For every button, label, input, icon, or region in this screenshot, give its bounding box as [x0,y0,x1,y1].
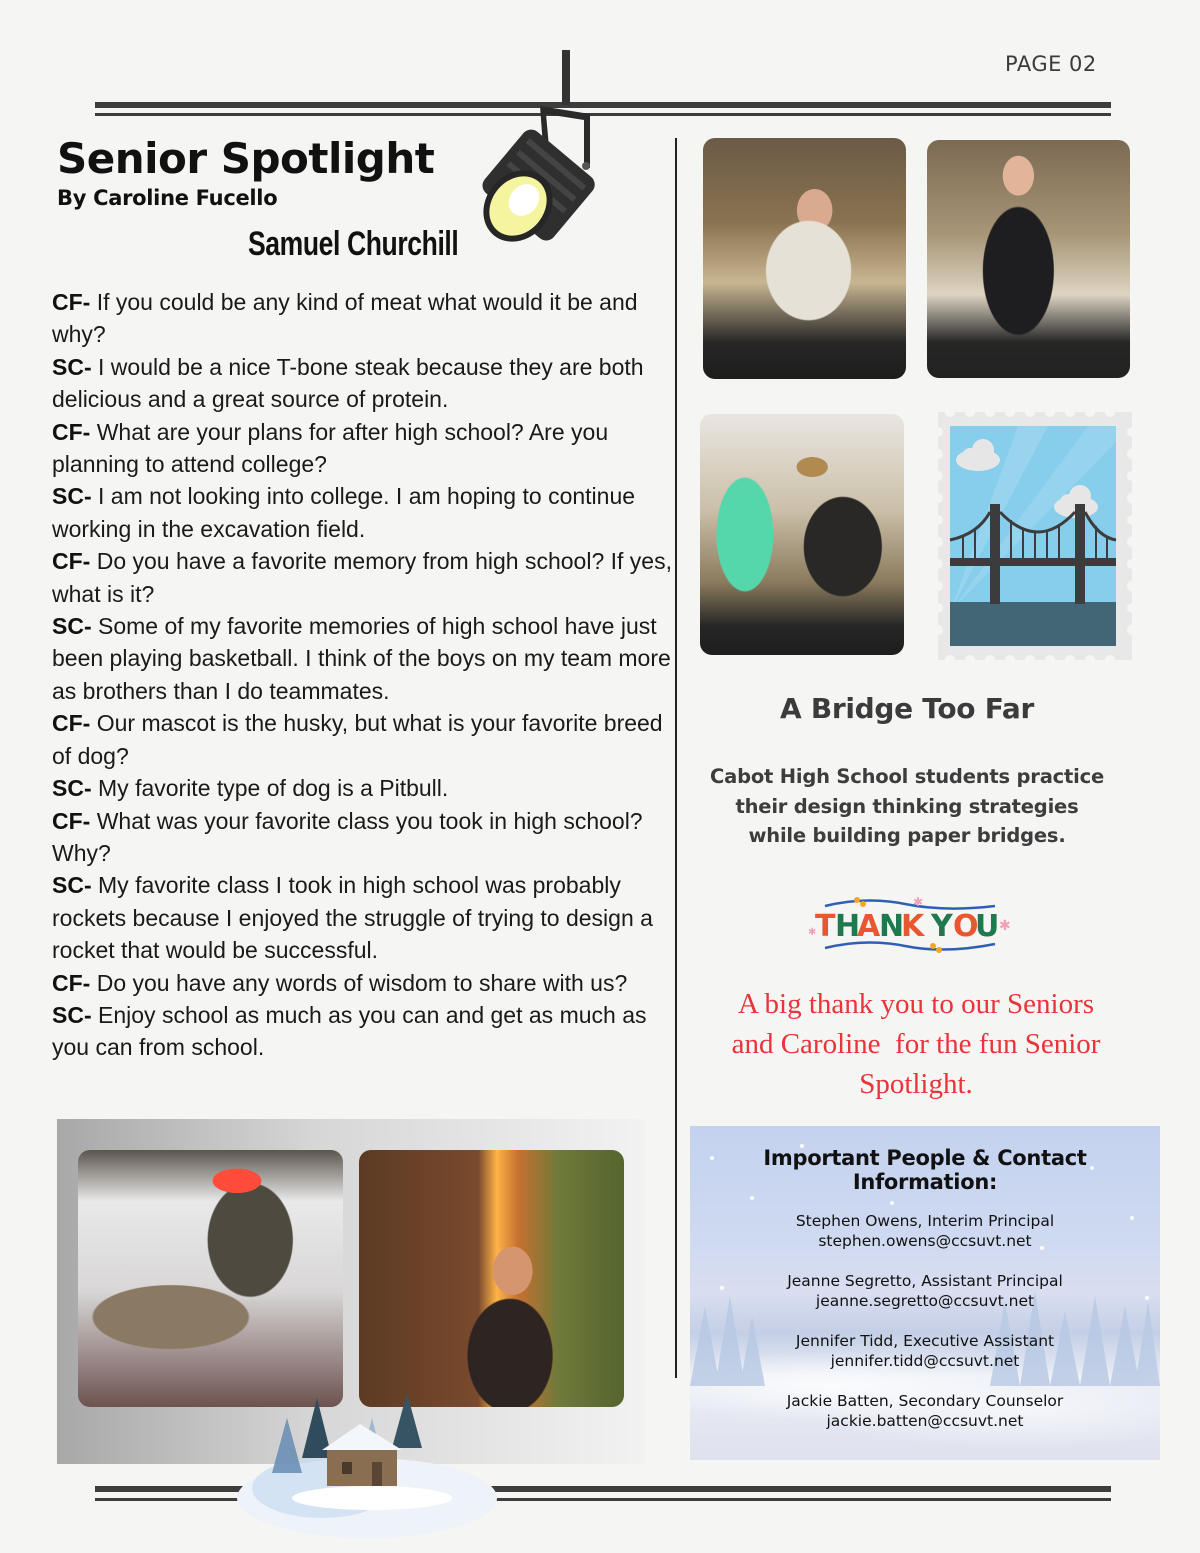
thank-you-message [700,984,1132,1104]
contact-entry [690,1271,1160,1311]
thank-you-badge [805,892,1015,954]
badge-letter: Y [931,909,953,944]
badge-letter: A [857,909,881,944]
caption-line: while building paper bridges. [748,824,1066,847]
page-title: Senior Spotlight [57,134,435,183]
interview-line: CF- Do you have a favorite memory from high school? If yes, what is it? [52,548,672,607]
thanks-line: A big thank you to our Seniors [737,988,1095,1020]
interview-line: SC- My favorite type of dog is a Pitbull. [52,775,449,802]
contact-name-role: Jackie Batten, Secondary Counselor [786,1392,1064,1410]
contact-email[interactable]: jeanne.segretto@ccsuvt.net [815,1292,1035,1310]
byline: By Caroline Fucello [57,186,278,210]
interview-line: CF- What was your favorite class you took in high school? Why? [52,807,643,866]
spotlight-icon [478,48,618,248]
thanks-line: and Caroline for the fun Senior [731,1028,1101,1060]
class-photo-3 [700,414,904,655]
contact-email[interactable]: jackie.batten@ccsuvt.net [826,1412,1024,1430]
badge-letter: H [835,909,861,944]
contact-entry [690,1211,1160,1251]
interview-line: CF- If you could be any kind of meat what would it be and why? [52,289,638,348]
contact-heading: Important People & Contact Information: [763,1146,1087,1194]
contact-name-role: Jennifer Tidd, Executive Assistant [795,1332,1055,1350]
class-photo-2 [927,140,1130,378]
contact-name-role: Stephen Owens, Interim Principal [795,1212,1055,1230]
badge-letter: O [953,909,979,944]
badge-letter: T [815,909,836,944]
interview-line: CF- What are your plans for after high school? Are you planning to attend college? [52,418,609,478]
interview-line: CF- Do you have any words of wisdom to share with us? [52,969,628,996]
contact-list [690,1211,1160,1451]
class-photo-1 [703,138,906,379]
caption-line: Cabot High School students practice [710,765,1104,788]
contact-email[interactable]: stephen.owens@ccsuvt.net [818,1232,1032,1250]
contact-entry [690,1391,1160,1431]
contact-entry [690,1331,1160,1371]
svg-text:✱: ✱ [999,917,1011,933]
badge-letter: K [901,909,925,944]
badge-letter: N [879,909,905,944]
svg-text:✱: ✱ [913,895,924,909]
bridge-stamp-icon [938,412,1132,660]
interview-line: CF- Our mascot is the husky, but what is your favorite breed of dog? [52,710,663,769]
senior-portrait-photo [359,1150,624,1407]
column-divider [675,138,677,1378]
interview-line: SC- Some of my favorite memories of high school have just been playing basketball. I think of the boys on my team more as brothers than I do teammates. [52,613,671,704]
caption-line: their design thinking strategies [735,794,1079,818]
contact-card [690,1126,1160,1460]
page-number: PAGE 02 [1005,52,1097,76]
interview-line: SC- My favorite class I took in high school was probably rockets because I enjoyed the struggle of trying to design a rocket that would be successful. [52,872,653,964]
interview-line: SC- Enjoy school as much as you can and get as much as you can from school. [52,1001,647,1061]
badge-letter: U [975,909,1000,944]
interview-line: SC- I am not looking into college. I am hoping to continue working in the excavation field. [52,483,636,542]
thanks-line: Spotlight. [859,1068,973,1100]
senior-hunting-photo [78,1150,343,1407]
contact-name-role: Jeanne Segretto, Assistant Principal [787,1272,1063,1290]
bridge-section-title: A Bridge Too Far [780,692,1034,725]
cabin-illustration [232,1378,502,1538]
interview-text [52,286,672,1064]
contact-email[interactable]: jennifer.tidd@ccsuvt.net [830,1352,1020,1370]
senior-name: Samuel Churchill [248,225,459,263]
bridge-section-caption [690,762,1124,851]
svg-text:✱: ✱ [808,927,817,938]
interview-line: SC- I would be a nice T-bone steak because they are both delicious and a great source of protein. [52,353,644,413]
